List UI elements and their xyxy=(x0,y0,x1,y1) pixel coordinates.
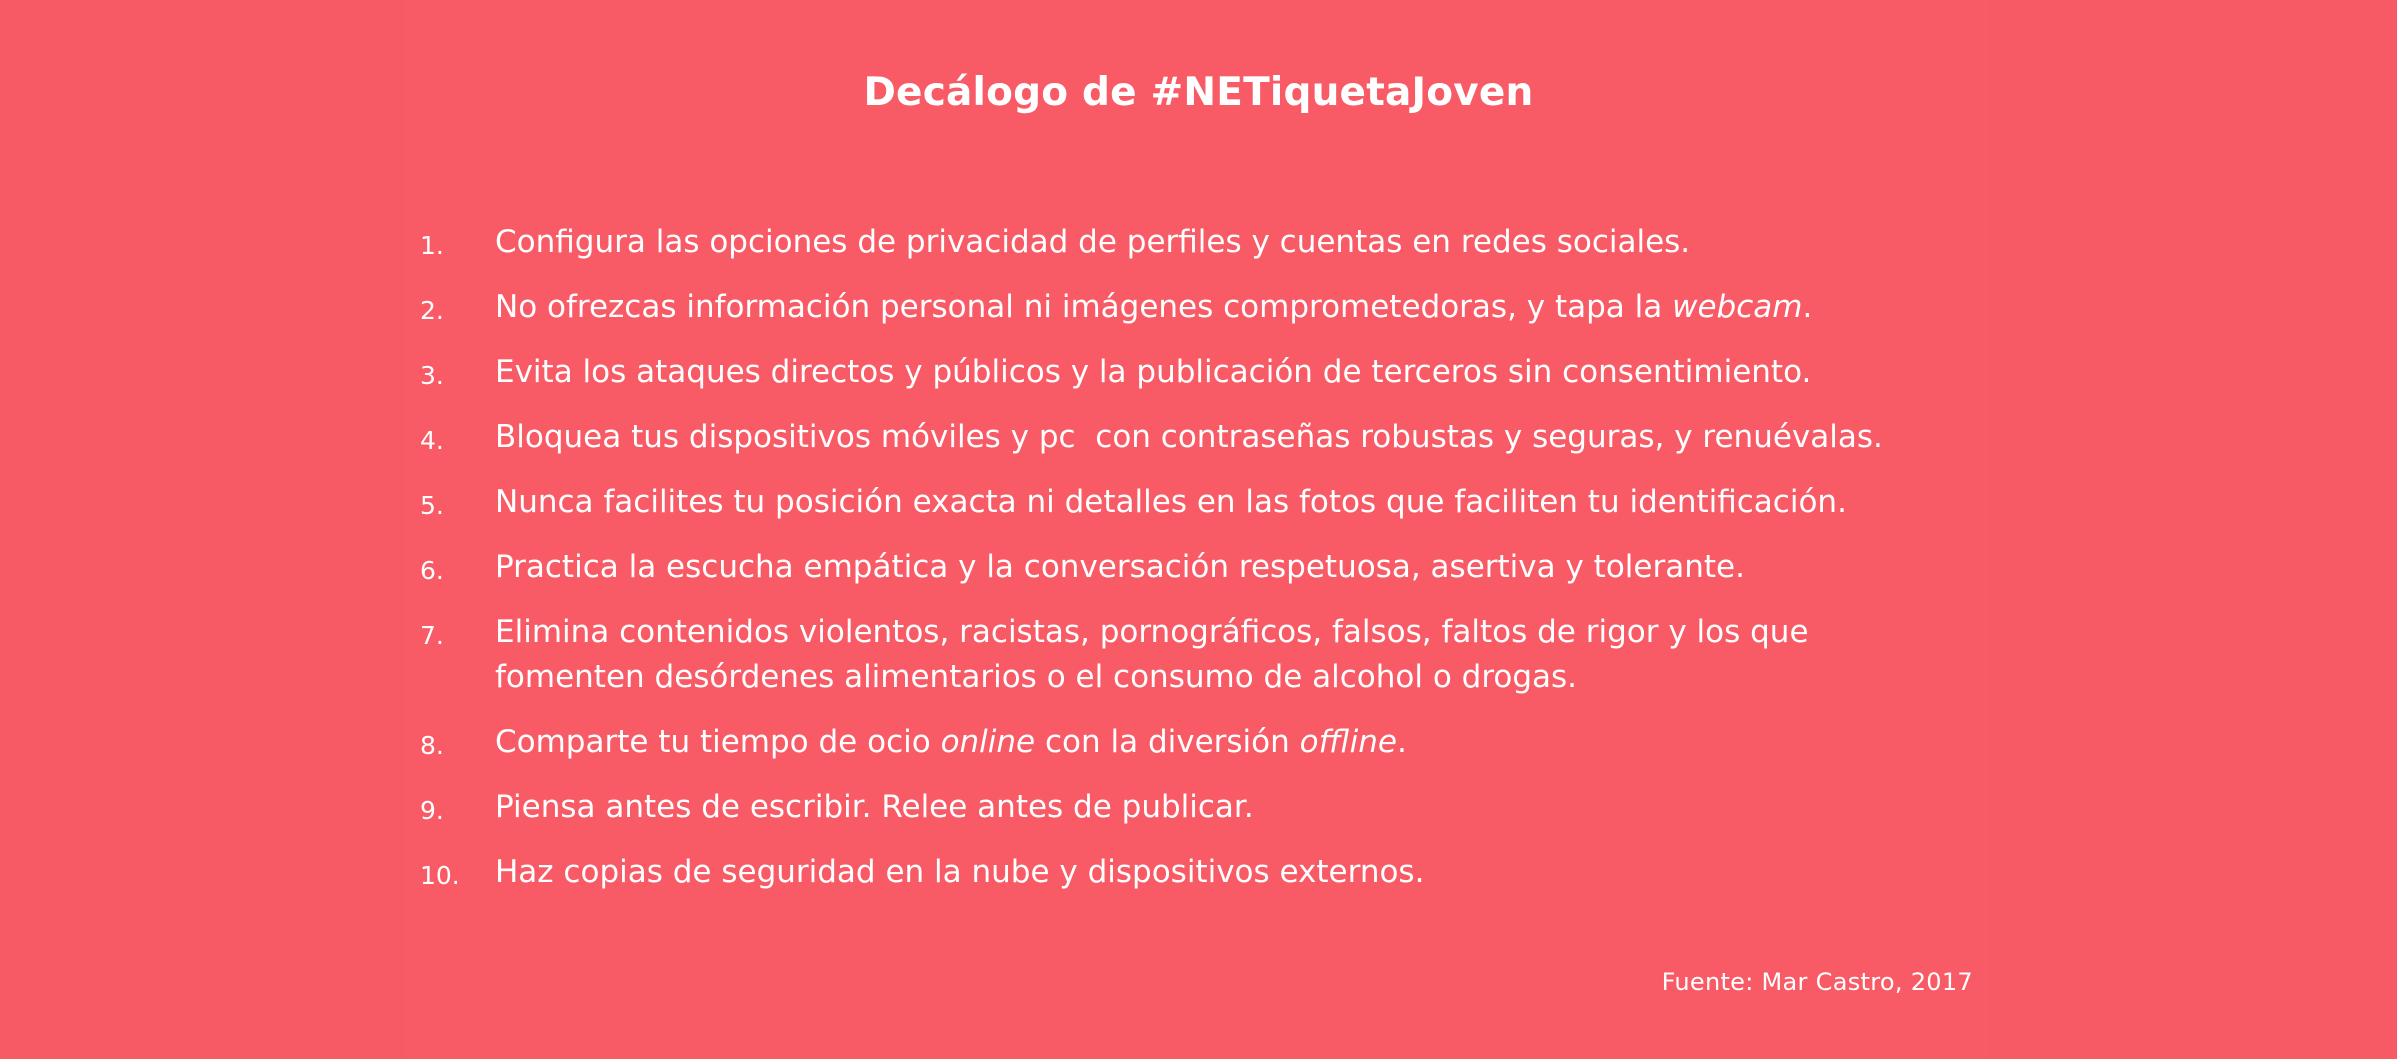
item-text: Practica la escucha empática y la conversación respetuosa, asertiva y tolerante. xyxy=(495,549,1745,585)
item-number: 7. xyxy=(420,621,444,650)
item-text: Haz copias de seguridad en la nube y dispositivos externos. xyxy=(495,854,1425,890)
item-number: 10. xyxy=(420,861,460,890)
item-number: 1. xyxy=(420,231,444,260)
item-text-line: fomenten desórdenes alimentarios o el consumo de alcohol o drogas. xyxy=(495,659,1578,695)
item-text: Piensa antes de escribir. Relee antes de publicar. xyxy=(495,789,1254,825)
item-text: Nunca facilites tu posición exacta ni detalles en las fotos que faciliten tu identificación. xyxy=(495,484,1847,520)
item-number: 3. xyxy=(420,361,444,390)
item-text: Configura las opciones de privacidad de perfiles y cuentas en redes sociales. xyxy=(495,224,1691,260)
item-number: 9. xyxy=(420,796,444,825)
item-text-line: Elimina contenidos violentos, racistas, pornográficos, falsos, faltos de rigor y los que xyxy=(495,614,1809,650)
item-text xyxy=(495,610,1980,700)
item-text: Comparte tu tiempo de ocio online con la diversión offline. xyxy=(495,724,1407,760)
content-panel xyxy=(405,0,1989,1059)
italic-term: offline xyxy=(1299,724,1397,760)
source-credit: Fuente: Mar Castro, 2017 xyxy=(1661,968,1973,996)
item-number: 8. xyxy=(420,731,444,760)
item-text: Bloquea tus dispositivos móviles y pc con contraseñas robustas y seguras, y renuévalas. xyxy=(495,419,1883,455)
item-text: No ofrezcas información personal ni imágenes comprometedoras, y tapa la webcam. xyxy=(495,289,1813,325)
item-number: 4. xyxy=(420,426,444,455)
italic-term: webcam xyxy=(1672,289,1803,325)
italic-term: online xyxy=(940,724,1036,760)
item-text: Evita los ataques directos y públicos y la publicación de terceros sin consentimiento. xyxy=(495,354,1812,390)
page-title: Decálogo de #NETiquetaJoven xyxy=(863,70,1534,115)
item-number: 2. xyxy=(420,296,444,325)
item-number: 6. xyxy=(420,556,444,585)
item-number: 5. xyxy=(420,491,444,520)
